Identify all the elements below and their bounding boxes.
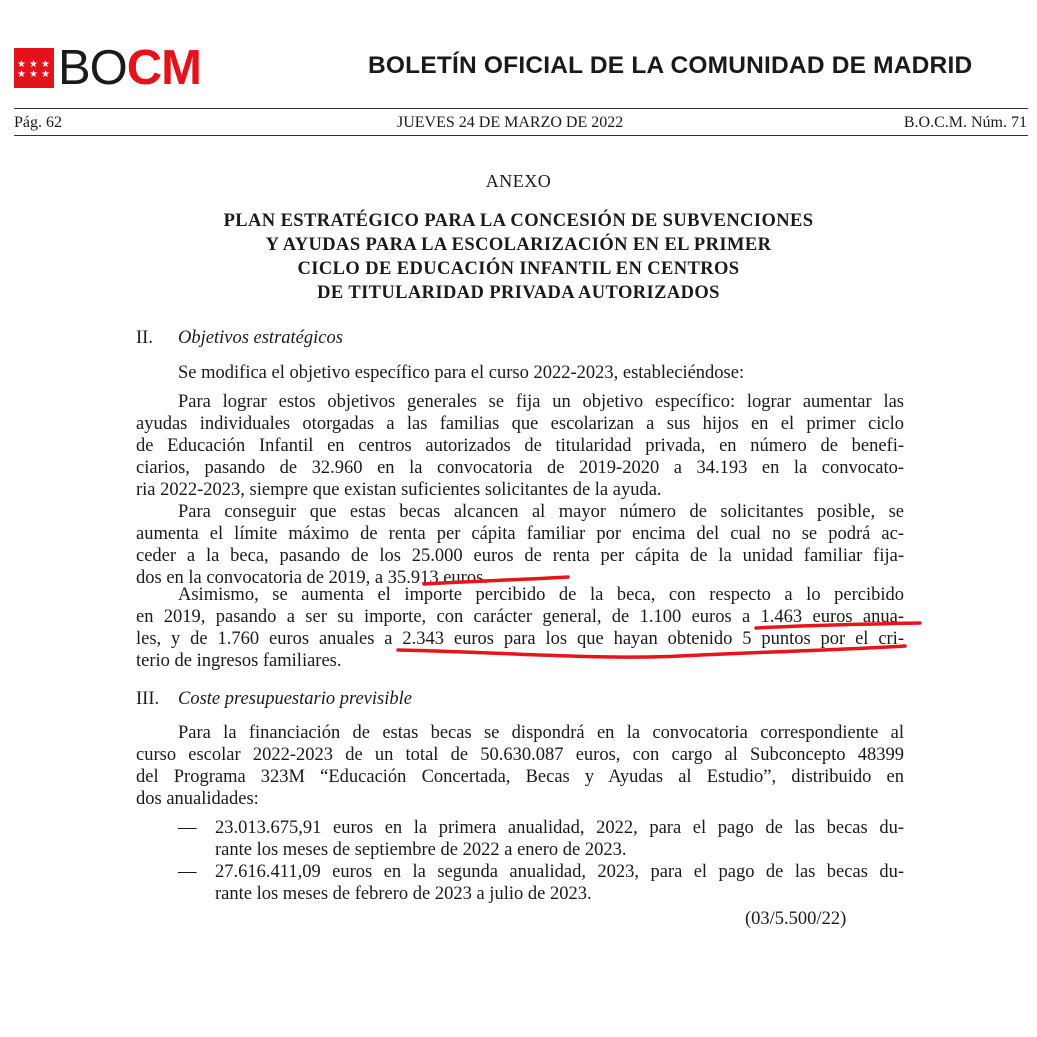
section-2-paragraph-3 [136,584,904,672]
annex-heading: ANEXO [485,171,552,191]
list-dash: — [178,862,197,882]
section-3-heading [136,689,412,710]
list-dash: — [178,818,197,838]
text-line: rante los meses de septiembre de 2022 a enero de 2023. [215,840,627,860]
section-2-paragraph-2 [136,501,904,589]
text-line: ceder a la beca, pasando de los 25.000 euros de renta per cápita de la unidad familiar fija- [136,546,904,566]
text-line: Para la financiación de estas becas se dispondrá en la convocatoria correspondiente al [178,723,904,743]
text-line: 27.616.411,09 euros en la segunda anualidad, 2023, para el pago de las becas du- [215,862,904,882]
section-number: III. [136,689,160,709]
text-line: Para lograr estos objetivos generales se fija un objetivo específico: lograr aumentar las [178,392,904,412]
page-number: Pág. 62 [14,114,62,131]
text-line: ciarios, pasando de 32.960 en la convocatoria de 2019-2020 a 34.193 en la convocato- [136,458,904,478]
text-line: en 2019, pasando a ser su importe, con carácter general, de 1.100 euros a 1.463 euros anua- [136,607,904,627]
document-reference: (03/5.500/22) [745,909,847,929]
bocm-logo [14,41,202,95]
header-rule-top [14,108,1028,109]
plan-title-line: DE TITULARIDAD PRIVADA AUTORIZADOS [317,283,720,303]
section-2-intro: Se modifica el objetivo específico para el curso 2022-2023, estableciéndose: [178,363,745,383]
issue-date: JUEVES 24 DE MARZO DE 2022 [397,114,624,131]
text-line: curso escolar 2022-2023 de un total de 50.630.087 euros, con cargo al Subconcepto 48399 [136,745,904,765]
text-line: ayudas individuales otorgadas a las familias que escolarizan a sus hijos en el primer ciclo [136,414,904,434]
section-number: II. [136,328,153,348]
plan-title [0,209,1037,305]
text-line: del Programa 323M “Educación Concertada, Becas y Ayudas al Estudio”, distribuido en [136,767,904,787]
section-2-paragraph-1 [136,391,904,501]
list-item-text [215,817,904,861]
text-line: ria 2022-2023, siempre que existan suficientes solicitantes de la ayuda. [136,480,662,500]
section-3-paragraph-1 [136,722,904,810]
text-line: dos en la convocatoria de 2019, a 35.913 euros. [136,568,488,588]
text-line: Para conseguir que estas becas alcancen al mayor número de solicitantes posible, se [178,502,904,522]
section-2-heading [136,328,343,349]
text-line: rante los meses de febrero de 2023 a julio de 2023. [215,884,592,904]
text-line: Asimismo, se aumenta el importe percibido de la beca, con respecto a lo percibido [178,585,904,605]
text-line: dos anualidades: [136,789,259,809]
text-line: aumenta el límite máximo de renta per cápita familiar por encima del cual no se podrá ac- [136,524,904,544]
plan-title-line: Y AYUDAS PARA LA ESCOLARIZACIÓN EN EL PRIMER [265,235,772,255]
plan-title-line: CICLO DE EDUCACIÓN INFANTIL EN CENTROS [297,259,740,279]
madrid-flag-icon: ★ ★ ★ ★ ★ ★ [14,48,54,88]
masthead-title: BOLETÍN OFICIAL DE LA COMUNIDAD DE MADRID [368,52,973,79]
header-rule-bottom [14,135,1028,136]
text-line: de Educación Infantil en centros autorizados de titularidad privada, en número de benefi- [136,436,904,456]
text-line: 23.013.675,91 euros en la primera anualidad, 2022, para el pago de las becas du- [215,818,904,838]
plan-title-line: PLAN ESTRATÉGICO PARA LA CONCESIÓN DE SUBVENCIONES [223,211,814,231]
list-item-text [215,861,904,905]
logo-wordmark: BOCM [58,41,202,95]
section-title: Coste presupuestario previsible [178,689,412,709]
text-line: les, y de 1.760 euros anuales a 2.343 euros para los que hayan obtenido 5 puntos por el cri- [136,629,904,649]
issue-number: B.O.C.M. Núm. 71 [903,114,1027,131]
section-title: Objetivos estratégicos [178,328,343,348]
text-line: terio de ingresos familiares. [136,651,342,671]
